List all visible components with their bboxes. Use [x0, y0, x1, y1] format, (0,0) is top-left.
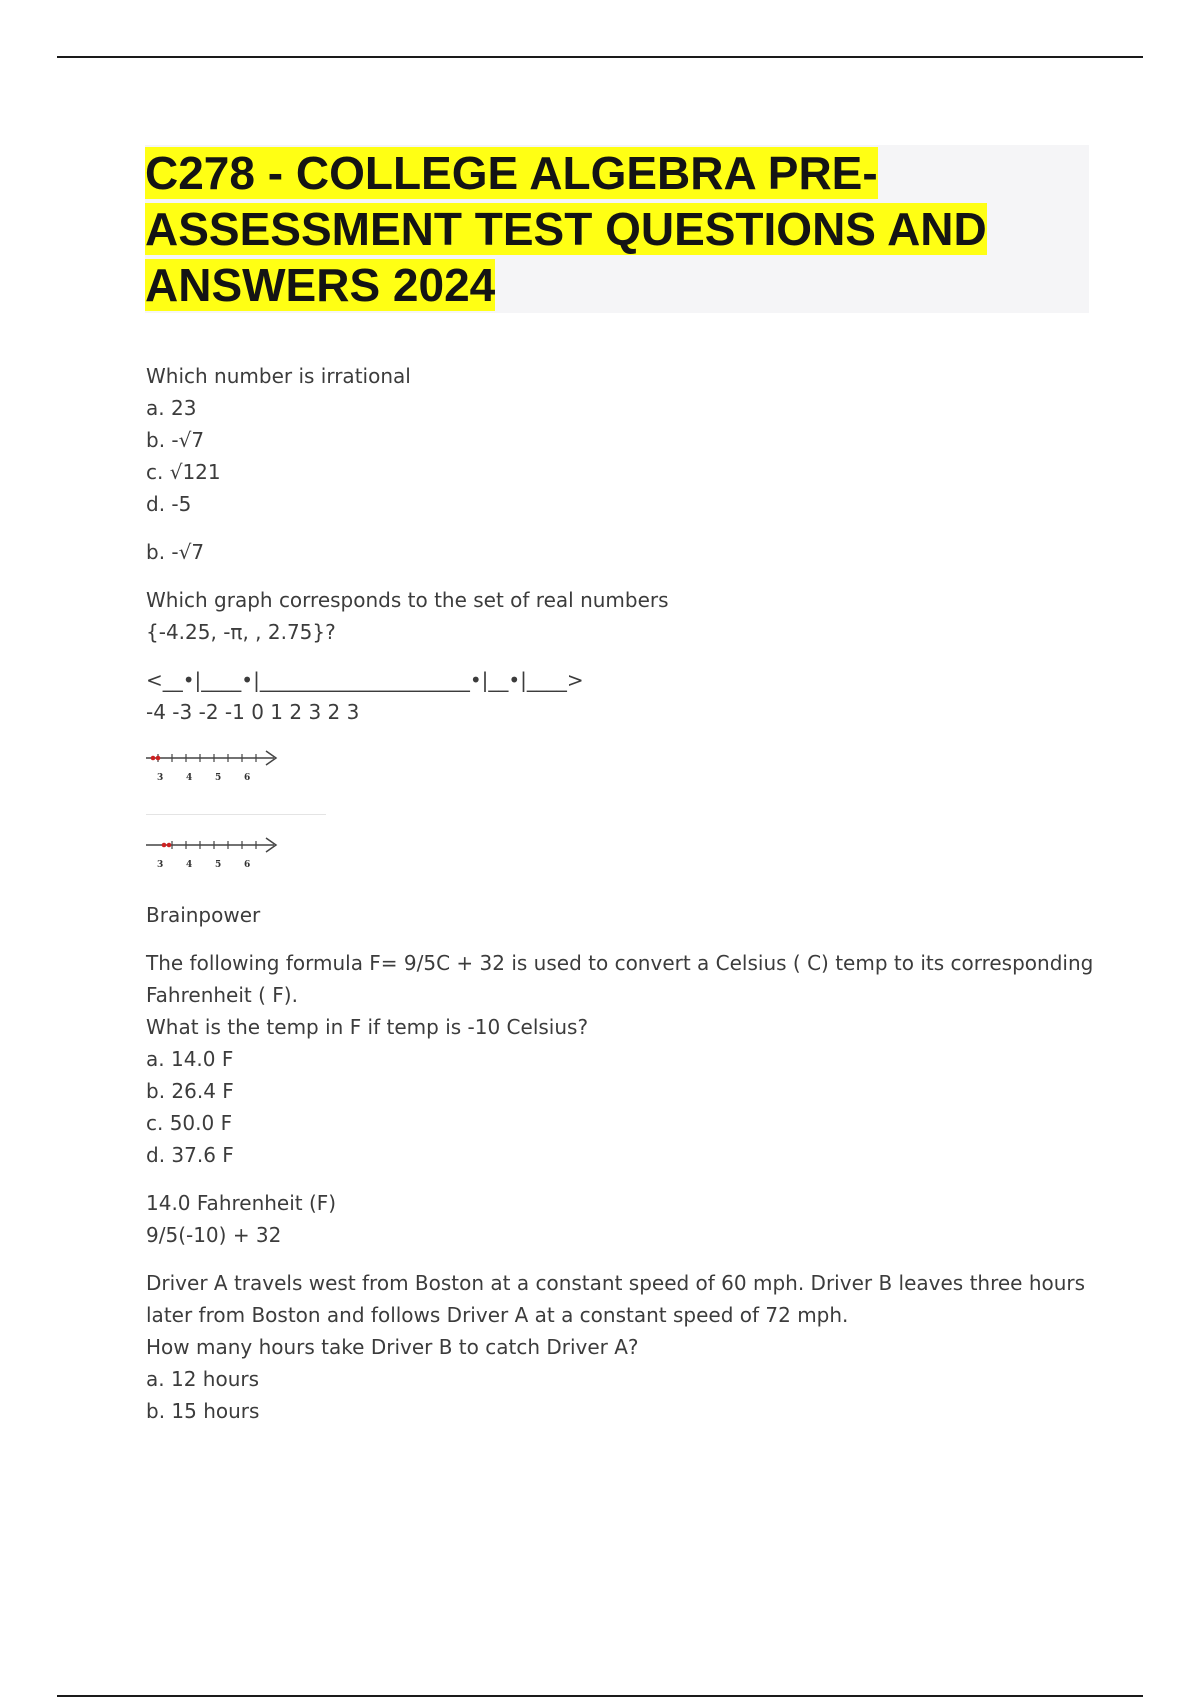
graph-point-3	[162, 843, 167, 848]
q1-option-b: b. -√7	[146, 428, 205, 452]
number-line-image-1	[146, 746, 286, 796]
tick-label-6: 6	[244, 773, 251, 783]
q1-option-c: c. √121	[146, 460, 221, 484]
q3-answer-line-2: 9/5(-10) + 32	[146, 1223, 282, 1247]
q2-graph-numbers: -4 -3 -2 -1 0 1 2 3 2 3	[146, 700, 360, 724]
q4-option-a: a. 12 hours	[146, 1367, 260, 1391]
title-line-3: ANSWERS 2024	[145, 259, 496, 311]
tick-label-5: 5	[215, 773, 222, 783]
question-3	[146, 947, 1094, 1251]
number-line-image-2	[146, 833, 286, 883]
tick-label-6b: 6	[244, 860, 251, 870]
q2-note: Brainpower	[146, 903, 261, 927]
question-2	[146, 584, 1066, 931]
document-body	[146, 360, 1094, 1427]
graph-divider	[146, 814, 326, 815]
q1-option-d: d. -5	[146, 492, 192, 516]
number-line-graphic-2	[146, 833, 286, 883]
tick-label-5b: 5	[215, 860, 222, 870]
q4-text-line-1: Driver A travels west from Boston at a constant speed of 60 mph. Driver B leaves three hours	[146, 1271, 1086, 1295]
q3-option-a: a. 14.0 F	[146, 1047, 234, 1071]
q1-text: Which number is irrational	[146, 364, 411, 388]
q4-text-line-2: later from Boston and follows Driver A at a constant speed of 72 mph.	[146, 1303, 849, 1327]
q1-option-a: a. 23	[146, 396, 197, 420]
question-4	[146, 1267, 1086, 1427]
q3-answer-line-1: 14.0 Fahrenheit (F)	[146, 1191, 337, 1215]
q3-option-b: b. 26.4 F	[146, 1079, 234, 1103]
top-rule	[57, 56, 1143, 58]
q2-text-line-1: Which graph corresponds to the set of real numbers	[146, 588, 669, 612]
tick-label-3b: 3	[157, 860, 164, 870]
graph-point-1	[151, 756, 156, 761]
q1-answer: b. -√7	[146, 540, 205, 564]
q3-text-line-3: What is the temp in F if temp is -10 Celsius?	[146, 1015, 589, 1039]
q3-option-c: c. 50.0 F	[146, 1111, 233, 1135]
tick-label-4b: 4	[186, 860, 193, 870]
q2-graph-text: <__•|____•|_____________________•|__•|____>	[146, 668, 584, 692]
q3-text-line-1: The following formula F= 9/5C + 32 is used to convert a Celsius ( C) temp to its corresponding	[146, 951, 1094, 975]
q4-option-b: b. 15 hours	[146, 1399, 260, 1423]
question-1	[146, 360, 1066, 568]
q3-text-line-2: Fahrenheit ( F).	[146, 983, 298, 1007]
title-line-2: ASSESSMENT TEST QUESTIONS AND	[145, 203, 987, 255]
bottom-rule	[57, 1695, 1143, 1697]
tick-label-4: 4	[186, 773, 193, 783]
page-title	[145, 145, 1085, 313]
title-line-1: C278 - COLLEGE ALGEBRA PRE-	[145, 147, 878, 199]
graph-point-4	[167, 843, 172, 848]
q3-option-d: d. 37.6 F	[146, 1143, 234, 1167]
number-line-graphic-1	[146, 746, 286, 796]
tick-label-3: 3	[157, 773, 164, 783]
q4-text-line-3: How many hours take Driver B to catch Driver A?	[146, 1335, 639, 1359]
graph-point-2	[156, 756, 161, 761]
q2-text-line-2: {-4.25, -π, , 2.75}?	[146, 620, 336, 644]
